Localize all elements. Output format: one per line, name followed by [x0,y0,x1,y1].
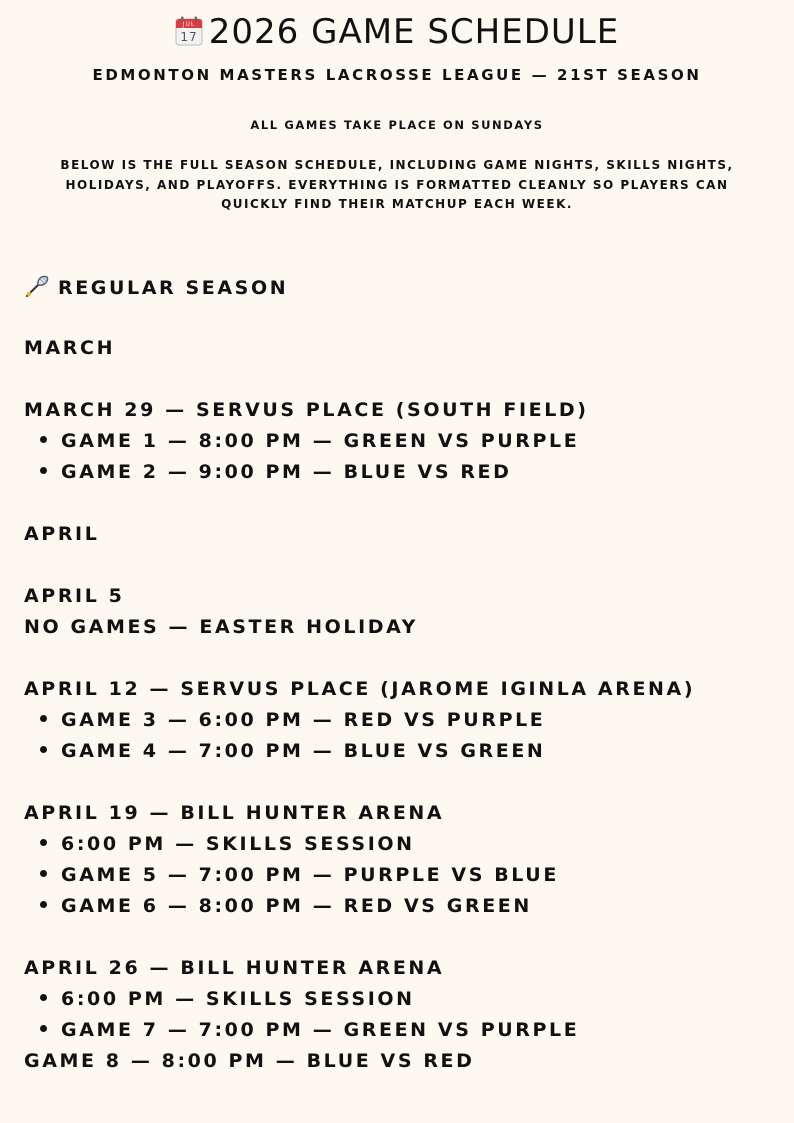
svg-text:17: 17 [180,30,198,44]
schedule-item: GAME 3 — 6:00 PM — RED VS PURPLE [40,708,545,732]
section-heading [24,274,288,300]
schedule-heading: MARCH [24,337,116,359]
lacrosse-stick-icon [24,274,50,298]
svg-text:JUL: JUL [182,21,196,28]
schedule-item: GAME 5 — 7:00 PM — PURPLE VS BLUE [40,863,559,887]
schedule-item: 6:00 PM — SKILLS SESSION [40,987,415,1011]
league-subtitle: EDMONTON MASTERS LACROSSE LEAGUE — 21ST SEASON [92,66,702,84]
schedule-item: GAME 4 — 7:00 PM — BLUE VS GREEN [40,739,545,763]
schedule-heading: APRIL 12 — SERVUS PLACE (JAROME IGINLA ARENA) [24,678,696,700]
schedule-heading: APRIL 26 — BILL HUNTER ARENA [24,957,445,979]
schedule-heading: APRIL 19 — BILL HUNTER ARENA [24,802,445,824]
schedule-item: GAME 7 — 7:00 PM — GREEN VS PURPLE [40,1018,579,1042]
schedule-heading: MARCH 29 — SERVUS PLACE (SOUTH FIELD) [24,399,589,421]
title-text: 2026 GAME SCHEDULE [208,12,620,52]
schedule-item: GAME 2 — 9:00 PM — BLUE VS RED [40,460,512,484]
schedule-heading: APRIL 5 [24,585,125,607]
calendar-icon [175,16,203,46]
schedule-heading: NO GAMES — EASTER HOLIDAY [24,616,418,638]
schedule-item: GAME 6 — 8:00 PM — RED VS GREEN [40,894,532,918]
page-title [0,12,794,52]
intro-paragraph: BELOW IS THE FULL SEASON SCHEDULE, INCLUDING GAME NIGHTS, SKILLS NIGHTS, HOLIDAYS, AND PLAYOFFS. EVERYTHING IS FORMATTED CLEANLY SO PLAYERS CAN QUICKLY FIND THEIR MATCHUP EACH WEEK. [60,158,734,211]
schedule-item: GAME 1 — 8:00 PM — GREEN VS PURPLE [40,429,579,453]
schedule-heading: GAME 8 — 8:00 PM — BLUE VS RED [24,1050,475,1072]
schedule-heading: APRIL [24,523,100,545]
sunday-note: ALL GAMES TAKE PLACE ON SUNDAYS [250,118,544,132]
section-title: REGULAR SEASON [58,277,289,299]
schedule-item: 6:00 PM — SKILLS SESSION [40,832,415,856]
